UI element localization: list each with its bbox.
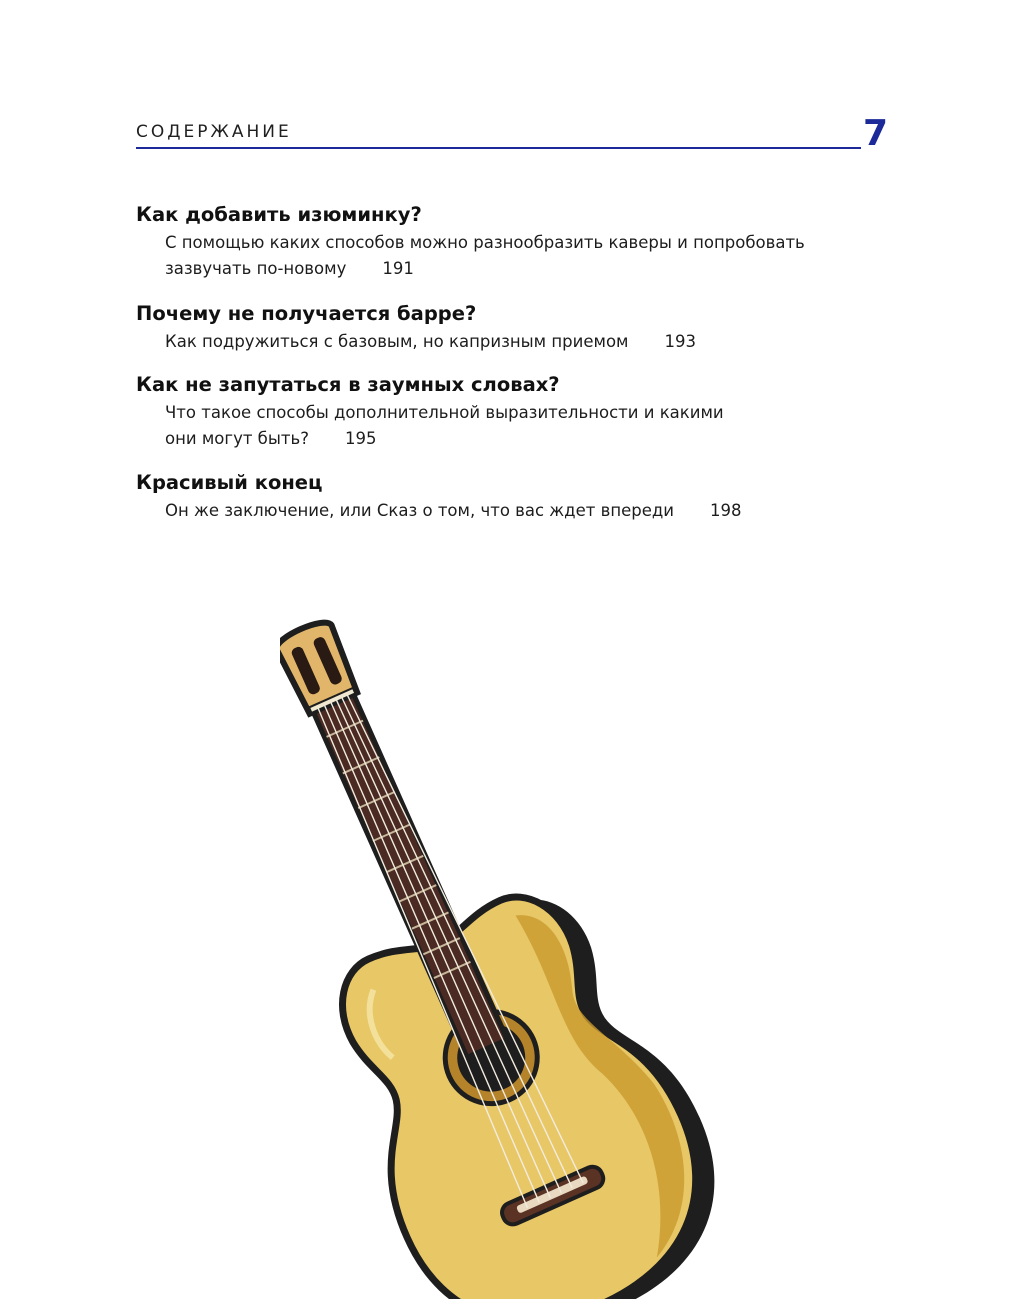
entry-description bbox=[165, 400, 836, 426]
section-title: СОДЕРЖАНИЕ bbox=[136, 122, 292, 142]
entry-description-line: Как подружиться с базовым, но капризным приемом bbox=[165, 332, 629, 351]
entry-page-number: 195 bbox=[344, 429, 377, 448]
entry-description bbox=[165, 329, 836, 355]
guitar-icon bbox=[280, 590, 730, 1299]
entry-spacer bbox=[136, 282, 836, 299]
entry-page-number: 193 bbox=[664, 332, 696, 351]
entry-description bbox=[165, 498, 836, 524]
entry-description bbox=[165, 230, 836, 256]
entry-spacer bbox=[136, 452, 836, 468]
entry-page-number: 198 bbox=[710, 501, 742, 520]
toc-entry[interactable] bbox=[136, 468, 836, 524]
entry-page-number: 191 bbox=[382, 259, 414, 278]
running-head bbox=[136, 113, 888, 154]
toc-entry[interactable] bbox=[136, 200, 836, 282]
entry-description-line: зазвучать по-новому bbox=[165, 259, 347, 278]
header-rule bbox=[136, 147, 861, 149]
entry-heading: Как добавить изюминку? bbox=[136, 203, 422, 226]
toc-entry[interactable] bbox=[136, 299, 836, 355]
entry-spacer bbox=[136, 355, 836, 370]
entry-description-line: Что такое способы дополнительной выразительности и какими bbox=[165, 403, 724, 422]
entry-description bbox=[165, 426, 836, 452]
entry-heading: Почему не получается барре? bbox=[136, 302, 477, 325]
entry-heading: Красивый конец bbox=[136, 471, 323, 494]
toc-entry[interactable] bbox=[136, 370, 836, 452]
acoustic-guitar-illustration bbox=[280, 590, 730, 1299]
table-of-contents bbox=[136, 200, 836, 524]
entry-description-line: Он же заключение, или Сказ о том, что вас ждет впереди bbox=[165, 501, 675, 520]
entry-description-line: они могут быть? bbox=[165, 429, 309, 448]
entry-heading: Как не запутаться в заумных словах? bbox=[136, 373, 560, 396]
entry-description-line: С помощью каких способов можно разнообразить каверы и попробовать bbox=[165, 233, 805, 252]
entry-description bbox=[165, 256, 836, 282]
page-number: 7 bbox=[862, 113, 888, 154]
